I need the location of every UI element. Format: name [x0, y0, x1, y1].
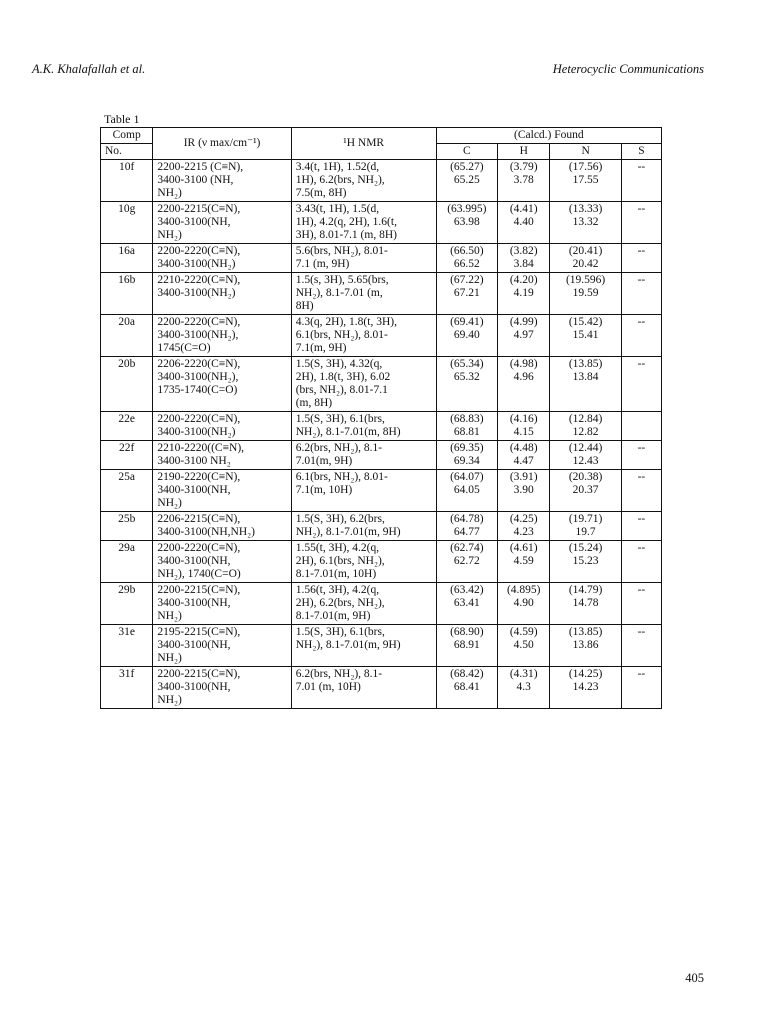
- cell-nmr: 4.3(q, 2H), 1.8(t, 3H), 6.1(brs, NH₂), 8.01- 7.1(m, 9H): [291, 315, 436, 357]
- header-ir: IR (ν max/cm⁻¹): [153, 128, 291, 160]
- cell-comp: 16a: [101, 244, 153, 273]
- cell-nmr: 1.5(S, 3H), 6.1(brs, NH₂), 8.1-7.01(m, 8H): [291, 412, 436, 441]
- cell-nmr: 5.6(brs, NH₂), 8.01- 7.1 (m, 9H): [291, 244, 436, 273]
- cell-c: (64.78) 64.77: [436, 512, 497, 541]
- header-n: N: [550, 144, 621, 160]
- cell-h: (4.16) 4.15: [498, 412, 550, 441]
- cell-c: (63.995) 63.98: [436, 202, 497, 244]
- cell-ir: 2210-2220(C≡N), 3400-3100(NH₂): [153, 273, 291, 315]
- cell-comp: 31e: [101, 625, 153, 667]
- table-row: [101, 315, 662, 357]
- cell-n: (13.85) 13.86: [550, 625, 621, 667]
- cell-nmr: 6.1(brs, NH₂), 8.01- 7.1(m, 10H): [291, 470, 436, 512]
- cell-n: (15.42) 15.41: [550, 315, 621, 357]
- cell-nmr: 1.5(s, 3H), 5.65(brs, NH₂), 8.1-7.01 (m, 8H): [291, 273, 436, 315]
- cell-c: (69.41) 69.40: [436, 315, 497, 357]
- table-row: [101, 470, 662, 512]
- header-no: No.: [101, 144, 153, 160]
- cell-n: (17.56) 17.55: [550, 160, 621, 202]
- table-caption: Table 1: [104, 112, 140, 126]
- table-body: [101, 160, 662, 709]
- table-row: [101, 625, 662, 667]
- cell-comp: 29b: [101, 583, 153, 625]
- cell-c: (68.90) 68.91: [436, 625, 497, 667]
- cell-n: (20.41) 20.42: [550, 244, 621, 273]
- table-row: [101, 357, 662, 412]
- cell-n: (13.33) 13.32: [550, 202, 621, 244]
- cell-c: (68.42) 68.41: [436, 667, 497, 709]
- cell-nmr: 1.5(S, 3H), 6.1(brs, NH₂), 8.1-7.01(m, 9H): [291, 625, 436, 667]
- cell-c: (68.83) 68.81: [436, 412, 497, 441]
- cell-comp: 20a: [101, 315, 153, 357]
- cell-n: (15.24) 15.23: [550, 541, 621, 583]
- cell-ir: 2200-2215(C≡N), 3400-3100(NH, NH₂): [153, 202, 291, 244]
- cell-h: (4.41) 4.40: [498, 202, 550, 244]
- cell-ir: 2206-2220(C≡N), 3400-3100(NH₂), 1735-1740(C=O): [153, 357, 291, 412]
- cell-s: --: [621, 315, 661, 357]
- cell-comp: 25b: [101, 512, 153, 541]
- cell-h: (3.79) 3.78: [498, 160, 550, 202]
- cell-nmr: 6.2(brs, NH₂), 8.1- 7.01(m, 9H): [291, 441, 436, 470]
- cell-comp: 29a: [101, 541, 153, 583]
- cell-c: (67.22) 67.21: [436, 273, 497, 315]
- cell-s: --: [621, 512, 661, 541]
- cell-ir: 2200-2220(C≡N), 3400-3100(NH₂): [153, 244, 291, 273]
- cell-nmr: 3.4(t, 1H), 1.52(d, 1H), 6.2(brs, NH₂), 7.5(m, 8H): [291, 160, 436, 202]
- cell-s: --: [621, 583, 661, 625]
- table-row: [101, 202, 662, 244]
- cell-ir: 2200-2215(C≡N), 3400-3100(NH, NH₂): [153, 583, 291, 625]
- cell-n: (20.38) 20.37: [550, 470, 621, 512]
- cell-s: --: [621, 541, 661, 583]
- cell-h: (4.25) 4.23: [498, 512, 550, 541]
- cell-h: (3.91) 3.90: [498, 470, 550, 512]
- table-row: [101, 441, 662, 470]
- table-header-row-top: [101, 128, 662, 144]
- cell-h: (4.48) 4.47: [498, 441, 550, 470]
- table-row: [101, 244, 662, 273]
- cell-c: (63.42) 63.41: [436, 583, 497, 625]
- cell-h: (4.61) 4.59: [498, 541, 550, 583]
- table-row: [101, 583, 662, 625]
- running-header-authors: A.K. Khalafallah et al.: [32, 62, 146, 76]
- header-nmr: ¹H NMR: [291, 128, 436, 160]
- cell-s: --: [621, 441, 661, 470]
- cell-s: --: [621, 160, 661, 202]
- running-header-journal: Heterocyclic Communications: [552, 62, 704, 76]
- header-analysis: (Calcd.) Found: [436, 128, 661, 144]
- cell-ir: 2200-2220(C≡N), 3400-3100(NH, NH₂), 1740(C=O): [153, 541, 291, 583]
- header-h: H: [498, 144, 550, 160]
- cell-h: (4.98) 4.96: [498, 357, 550, 412]
- cell-s: --: [621, 273, 661, 315]
- cell-n: (14.25) 14.23: [550, 667, 621, 709]
- cell-c: (62.74) 62.72: [436, 541, 497, 583]
- cell-s: --: [621, 357, 661, 412]
- cell-n: (19.596) 19.59: [550, 273, 621, 315]
- cell-h: (4.20) 4.19: [498, 273, 550, 315]
- cell-nmr: 6.2(brs, NH₂), 8.1- 7.01 (m, 10H): [291, 667, 436, 709]
- cell-nmr: 1.5(S, 3H), 6.2(brs, NH₂), 8.1-7.01(m, 9H): [291, 512, 436, 541]
- cell-s: --: [621, 244, 661, 273]
- cell-nmr: 3.43(t, 1H), 1.5(d, 1H), 4.2(q, 2H), 1.6(t, 3H), 8.01-7.1 (m, 8H): [291, 202, 436, 244]
- cell-comp: 22f: [101, 441, 153, 470]
- cell-h: (4.31) 4.3: [498, 667, 550, 709]
- cell-n: (13.85) 13.84: [550, 357, 621, 412]
- cell-s: --: [621, 202, 661, 244]
- cell-c: (66.50) 66.52: [436, 244, 497, 273]
- table-row: [101, 160, 662, 202]
- cell-h: (4.59) 4.50: [498, 625, 550, 667]
- cell-n: (14.79) 14.78: [550, 583, 621, 625]
- cell-ir: 2200-2215 (C≡N), 3400-3100 (NH, NH₂): [153, 160, 291, 202]
- table-row: [101, 273, 662, 315]
- cell-c: (65.34) 65.32: [436, 357, 497, 412]
- data-table: [100, 127, 662, 709]
- header-comp: Comp: [101, 128, 153, 144]
- cell-comp: 25a: [101, 470, 153, 512]
- cell-s: [621, 412, 661, 441]
- cell-s: --: [621, 667, 661, 709]
- cell-ir: 2195-2215(C≡N), 3400-3100(NH, NH₂): [153, 625, 291, 667]
- cell-ir: 2190-2220(C≡N), 3400-3100(NH, NH₂): [153, 470, 291, 512]
- cell-comp: 10g: [101, 202, 153, 244]
- cell-nmr: 1.56(t, 3H), 4.2(q, 2H), 6.2(brs, NH₂), 8.1-7.01(m, 9H): [291, 583, 436, 625]
- page-number: 405: [685, 971, 704, 985]
- cell-n: (12.84) 12.82: [550, 412, 621, 441]
- cell-ir: 2200-2220(C≡N), 3400-3100(NH₂): [153, 412, 291, 441]
- cell-nmr: 1.55(t, 3H), 4.2(q, 2H), 6.1(brs, NH₂), 8.1-7.01(m, 10H): [291, 541, 436, 583]
- cell-ir: 2210-2220((C≡N), 3400-3100 NH₂: [153, 441, 291, 470]
- cell-comp: 10f: [101, 160, 153, 202]
- cell-s: --: [621, 470, 661, 512]
- cell-c: (69.35) 69.34: [436, 441, 497, 470]
- cell-h: (3.82) 3.84: [498, 244, 550, 273]
- header-s: S: [621, 144, 661, 160]
- cell-ir: 2200-2215(C≡N), 3400-3100(NH, NH₂): [153, 667, 291, 709]
- cell-s: --: [621, 625, 661, 667]
- cell-c: (64.07) 64.05: [436, 470, 497, 512]
- table-row: [101, 541, 662, 583]
- cell-ir: 2206-2215(C≡N), 3400-3100(NH,NH₂): [153, 512, 291, 541]
- cell-comp: 31f: [101, 667, 153, 709]
- cell-h: (4.99) 4.97: [498, 315, 550, 357]
- table-row: [101, 667, 662, 709]
- cell-comp: 16b: [101, 273, 153, 315]
- cell-c: (65.27) 65.25: [436, 160, 497, 202]
- cell-ir: 2200-2220(C≡N), 3400-3100(NH₂), 1745(C=O): [153, 315, 291, 357]
- cell-n: (19.71) 19.7: [550, 512, 621, 541]
- cell-comp: 22e: [101, 412, 153, 441]
- table-row: [101, 512, 662, 541]
- header-c: C: [436, 144, 497, 160]
- cell-comp: 20b: [101, 357, 153, 412]
- cell-nmr: 1.5(S, 3H), 4.32(q, 2H), 1.8(t, 3H), 6.02 (brs, NH₂), 8.01-7.1 (m, 8H): [291, 357, 436, 412]
- cell-h: (4.895) 4.90: [498, 583, 550, 625]
- cell-n: (12.44) 12.43: [550, 441, 621, 470]
- table-row: [101, 412, 662, 441]
